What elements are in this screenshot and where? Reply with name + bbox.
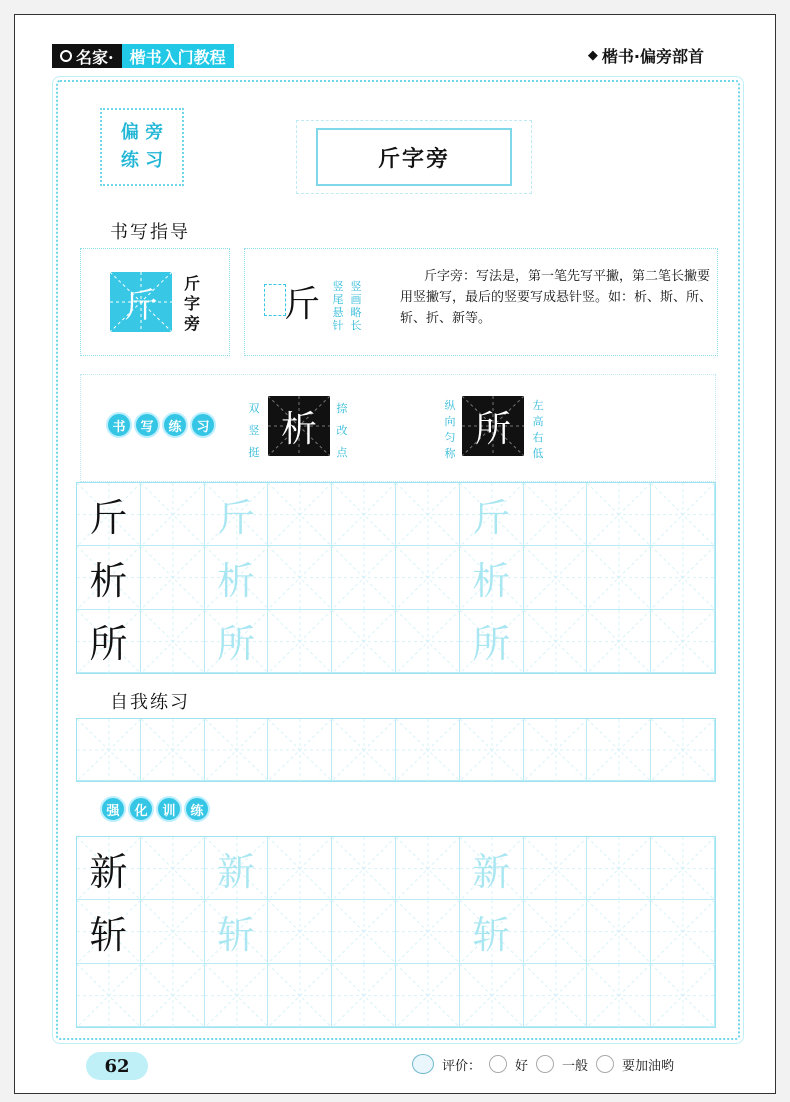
radical-name [182,274,202,334]
grid-cell [332,837,396,900]
grid-cell [268,546,332,609]
mascot-icon [412,1054,434,1074]
pill-char: 书 [106,412,132,438]
grid-cell [460,546,524,609]
note: 挺 [248,446,260,459]
trace-char: 析 [216,558,255,603]
grid-cell [141,610,205,673]
grid-cell [205,483,269,546]
grid-cell [77,964,141,1027]
radical-name-3: 旁 [183,314,200,333]
grid-cell [396,483,460,546]
note: 左 [532,399,544,412]
grid-cell [396,900,460,963]
grid-cell [651,719,715,781]
grid-cell [77,900,141,963]
rating-ok-radio[interactable] [536,1055,554,1073]
grid-cell [460,900,524,963]
rating-ok-label: 一般 [562,1058,589,1074]
grid-cell [205,837,269,900]
grid-cell [587,483,651,546]
tag-line-2: 练 习 [120,150,164,171]
grid-cell [396,546,460,609]
stroke-char: 斤 [284,284,321,325]
grid-cell [205,719,269,781]
note: 竖 [332,280,344,293]
page-number: 62 [86,1052,148,1080]
model-char: 新 [89,849,128,894]
chapter-text: 楷书·偏旁部首 [601,47,704,66]
practice-grid [76,482,716,674]
grid-cell [524,964,588,1027]
grid-cell [524,546,588,609]
footer [14,1046,776,1094]
grid-cell [268,900,332,963]
evaluation [412,1054,674,1074]
chapter-label [588,44,704,67]
trace-char: 所 [216,622,255,667]
grid-cell [460,610,524,673]
grid-cell [77,719,141,781]
grid-cell [587,964,651,1027]
grid-cell [587,719,651,781]
note: 略 [350,306,362,319]
stroke-box [264,284,286,316]
grid-cell [77,837,141,900]
model-char: 析 [89,558,128,603]
grid-cell [205,964,269,1027]
note: 点 [336,446,348,459]
trace-char: 新 [216,849,255,894]
radical-char: 斤 [124,285,158,326]
trace-char: 斩 [216,912,255,957]
reinforce-pill [100,796,210,822]
trace-char: 斤 [216,495,255,540]
grid-cell [396,610,460,673]
grid-cell [141,483,205,546]
grid-cell [460,837,524,900]
radical-name-2: 字 [183,294,200,313]
grid-cell [651,546,715,609]
trace-char: 析 [472,558,511,603]
trace-char: 斩 [472,912,511,957]
note: 双 [248,402,260,415]
guide-description: 斤字旁：写法是，第一笔先写平撇，第二笔长撇要用竖撇写，最后的竖要写成悬针竖。如：析、斯、所、斩、折、新等。 [400,269,713,326]
note: 向 [444,415,456,428]
example-2-left-note [444,398,456,462]
note: 称 [444,447,456,460]
grid-cell [332,610,396,673]
grid-cell [587,900,651,963]
note: 画 [350,293,362,306]
grid-cell [268,610,332,673]
note: 尾 [332,293,344,306]
grid-cell [587,546,651,609]
pill-char: 练 [162,412,188,438]
note: 右 [532,431,544,444]
example-2-char: 所 [474,408,511,450]
grid-cell [141,719,205,781]
note: 纵 [444,399,456,412]
example-2-char-box [462,396,524,456]
note: 针 [332,319,344,332]
note: 悬 [332,306,344,319]
grid-cell [524,900,588,963]
grid-cell [332,964,396,1027]
rating-improve-radio[interactable] [596,1055,614,1073]
grid-cell [651,483,715,546]
example-1-right-note [336,398,348,464]
grid-cell [141,837,205,900]
note-col-2 [350,280,362,332]
pill-char: 练 [184,796,210,822]
rating-good-label: 好 [515,1058,529,1074]
eval-label: 评价： [442,1058,482,1074]
pill-char: 强 [100,796,126,822]
note: 匀 [444,431,456,444]
pill-char: 写 [134,412,160,438]
grid-cell [587,837,651,900]
grid-cell [332,900,396,963]
brand-series-text: 名家· [76,47,114,67]
pill-char: 习 [190,412,216,438]
pill-char: 化 [128,796,154,822]
section-tag [100,108,184,186]
example-1-left-note [248,398,260,464]
brand-title: 楷书入门教程 [122,44,234,68]
grid-cell [524,719,588,781]
tag-line-1: 偏 旁 [120,122,164,143]
reinforce-grid [76,836,716,1028]
grid-cell [141,964,205,1027]
self-practice-label: 自我练习 [110,692,190,713]
grid-cell [141,900,205,963]
grid-cell [524,483,588,546]
rating-improve-label: 要加油哟 [622,1058,675,1074]
note: 低 [532,447,544,460]
grid-cell [205,610,269,673]
grid-cell [396,837,460,900]
grid-cell [332,483,396,546]
model-char: 斩 [89,912,128,957]
grid-cell [651,964,715,1027]
note: 长 [350,319,362,332]
example-1-char-box [268,396,330,456]
trace-char: 斤 [472,495,511,540]
note-col-1 [332,280,344,332]
grid-cell [268,837,332,900]
grid-cell [460,483,524,546]
model-char: 斤 [89,495,128,540]
grid-cell [651,610,715,673]
logo-icon [60,50,72,62]
grid-cell [268,964,332,1027]
grid-cell [587,610,651,673]
grid-cell [77,483,141,546]
note: 竖 [350,280,362,293]
note: 改 [336,424,348,437]
rating-good-radio[interactable] [489,1055,507,1073]
brand-series [52,44,122,68]
note: 捺 [336,402,348,415]
radical-name-1: 斤 [183,274,200,293]
grid-cell [460,964,524,1027]
diamond-icon: ◆ [587,48,598,63]
example-2-right-note [532,398,544,462]
model-char: 所 [89,622,128,667]
grid-cell [268,483,332,546]
grid-cell [332,546,396,609]
note: 高 [532,415,544,428]
self-practice-grid [76,718,716,782]
grid-cell [396,719,460,781]
grid-cell [77,546,141,609]
example-1-char: 析 [280,408,317,450]
trace-char: 所 [472,622,511,667]
grid-cell [524,837,588,900]
grid-cell [205,546,269,609]
radical-grid [110,272,172,332]
grid-cell [205,900,269,963]
note: 竖 [248,424,260,437]
grid-cell [141,546,205,609]
trace-char: 新 [472,849,511,894]
page-title: 斤字旁 [316,128,512,186]
grid-cell [268,719,332,781]
grid-cell [396,964,460,1027]
grid-cell [77,610,141,673]
brand-banner [52,44,234,68]
pill-char: 训 [156,796,182,822]
grid-cell [460,719,524,781]
guide-label: 书写指导 [110,222,190,243]
grid-cell [524,610,588,673]
grid-cell [651,900,715,963]
practice-pill [106,412,216,438]
grid-cell [332,719,396,781]
grid-cell [651,837,715,900]
